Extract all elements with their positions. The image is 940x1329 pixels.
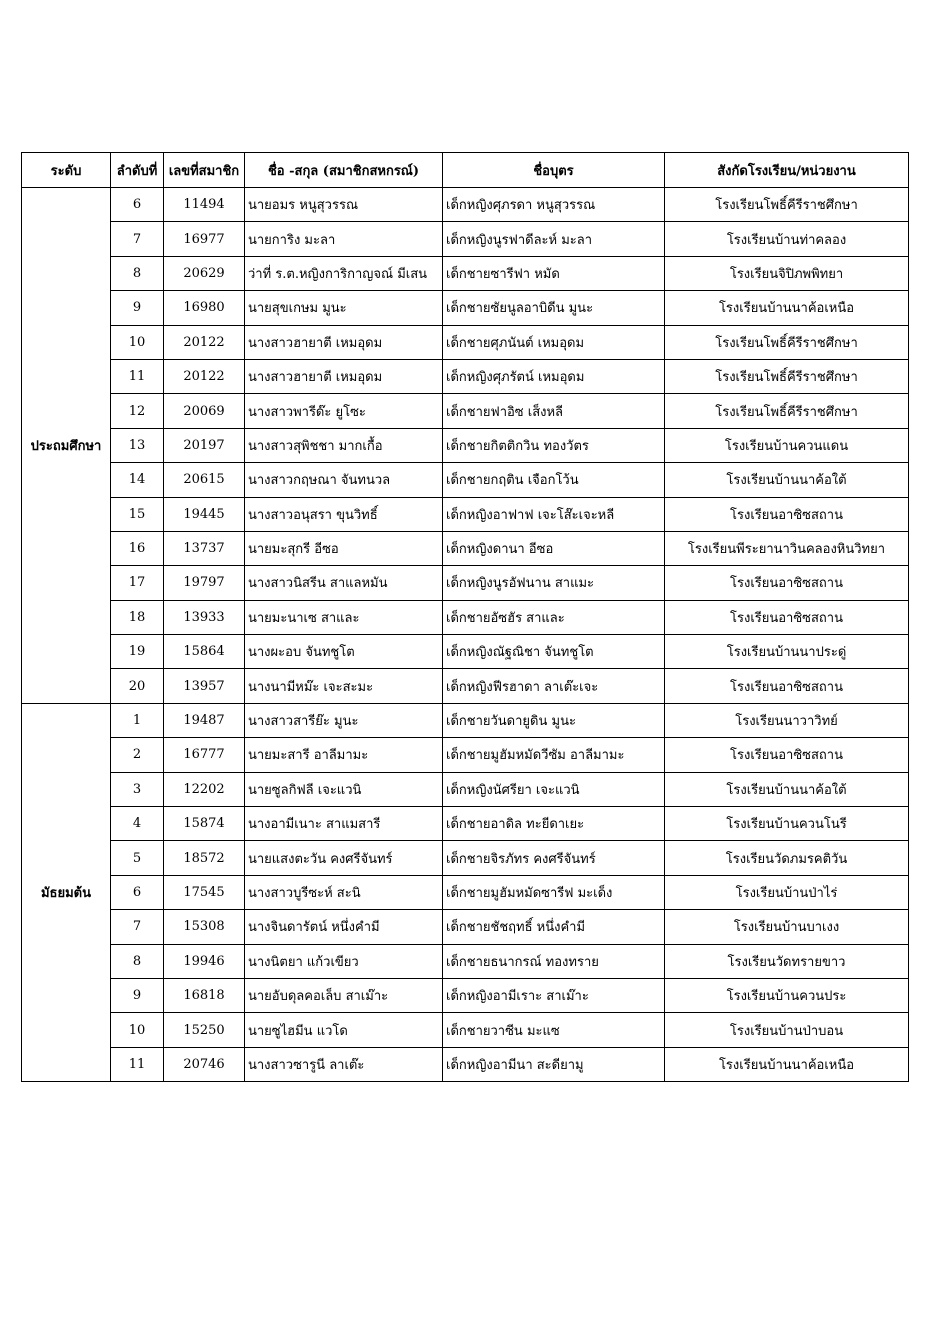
school-cell: โรงเรียนอาซิซสถาน <box>665 669 909 703</box>
member-name-cell: นางสาวพารีด๊ะ ยูโซะ <box>245 394 443 428</box>
table-row <box>22 325 909 359</box>
member-name-cell: นายสุขเกษม มูนะ <box>245 291 443 325</box>
table-row <box>22 669 909 703</box>
table-row <box>22 875 909 909</box>
table-row <box>22 807 909 841</box>
table-row <box>22 256 909 290</box>
table-row <box>22 428 909 462</box>
order-cell: 15 <box>111 497 164 531</box>
table-row <box>22 497 909 531</box>
table-row <box>22 738 909 772</box>
member-no-cell: 19946 <box>164 944 245 978</box>
order-cell: 2 <box>111 738 164 772</box>
school-cell: โรงเรียนโพธิ์คีรีราชศึกษา <box>665 325 909 359</box>
table-row <box>22 222 909 256</box>
member-no-cell: 17545 <box>164 875 245 909</box>
table-row <box>22 463 909 497</box>
child-name-cell: เด็กชายวาซีน มะแซ <box>443 1013 665 1047</box>
member-children-table <box>21 152 909 1082</box>
school-cell: โรงเรียนโพธิ์คีรีราชศึกษา <box>665 394 909 428</box>
school-cell: โรงเรียนบ้านบาเงง <box>665 910 909 944</box>
child-name-cell: เด็กชายซารีฟา หมัด <box>443 256 665 290</box>
school-cell: โรงเรียนพีระยานาวินคลองหินวิทยา <box>665 531 909 565</box>
child-name-cell: เด็กชายมูฮัมหมัดวีซัม อาลีมามะ <box>443 738 665 772</box>
order-cell: 6 <box>111 188 164 222</box>
member-name-cell: นางสาวนิสรีน สาแลหมัน <box>245 566 443 600</box>
member-no-cell: 19797 <box>164 566 245 600</box>
school-cell: โรงเรียนบ้านนาประดู่ <box>665 635 909 669</box>
member-no-cell: 13957 <box>164 669 245 703</box>
table-row <box>22 978 909 1012</box>
school-cell: โรงเรียนบ้านควนโนรี <box>665 807 909 841</box>
member-no-cell: 16980 <box>164 291 245 325</box>
child-name-cell: เด็กหญิงอามีเราะ สาเม๊าะ <box>443 978 665 1012</box>
member-no-cell: 20197 <box>164 428 245 462</box>
school-cell: โรงเรียนบ้านควนแดน <box>665 428 909 462</box>
header-school: สังกัดโรงเรียน/หน่วยงาน <box>665 153 909 188</box>
child-name-cell: เด็กชายกฤติน เจือกโว้น <box>443 463 665 497</box>
school-cell: โรงเรียนจิปิภพพิทยา <box>665 256 909 290</box>
table-body <box>22 188 909 1082</box>
child-name-cell: เด็กชายซัยนูลอาบิดีน มูนะ <box>443 291 665 325</box>
member-name-cell: นายซูลกิฟลี เจะแวนิ <box>245 772 443 806</box>
table-row <box>22 944 909 978</box>
school-cell: โรงเรียนบ้านป่าบอน <box>665 1013 909 1047</box>
table-row <box>22 600 909 634</box>
member-no-cell: 20615 <box>164 463 245 497</box>
level-cell: ประถมศึกษา <box>22 188 111 704</box>
member-name-cell: ว่าที่ ร.ต.หญิงการิกาญจณ์ มีเสน <box>245 256 443 290</box>
child-name-cell: เด็กชายฟาอิซ เส็งหลี <box>443 394 665 428</box>
order-cell: 1 <box>111 703 164 737</box>
member-name-cell: นางอามีเนาะ สาแมสารี <box>245 807 443 841</box>
order-cell: 11 <box>111 1047 164 1081</box>
member-name-cell: นางสาวกฤษณา จันทนวล <box>245 463 443 497</box>
school-cell: โรงเรียนโพธิ์คีรีราชศึกษา <box>665 188 909 222</box>
child-name-cell: เด็กชายจิรภัทร คงศรีจันทร์ <box>443 841 665 875</box>
member-name-cell: นายซูไฮมีน แวโด <box>245 1013 443 1047</box>
order-cell: 12 <box>111 394 164 428</box>
order-cell: 7 <box>111 910 164 944</box>
table-row <box>22 635 909 669</box>
order-cell: 7 <box>111 222 164 256</box>
order-cell: 4 <box>111 807 164 841</box>
table-row <box>22 703 909 737</box>
order-cell: 5 <box>111 841 164 875</box>
member-no-cell: 16977 <box>164 222 245 256</box>
member-name-cell: นางสาวสารีย๊ะ มูนะ <box>245 703 443 737</box>
school-cell: โรงเรียนบ้านนาค้อใต้ <box>665 772 909 806</box>
order-cell: 20 <box>111 669 164 703</box>
level-cell: มัธยมต้น <box>22 703 111 1081</box>
header-member-name: ชื่อ -สกุล (สมาชิกสหกรณ์) <box>245 153 443 188</box>
child-name-cell: เด็กหญิงนูรอัฟนาน สาแมะ <box>443 566 665 600</box>
child-name-cell: เด็กหญิงนัศรียา เจะแวนิ <box>443 772 665 806</box>
member-no-cell: 19445 <box>164 497 245 531</box>
member-no-cell: 15308 <box>164 910 245 944</box>
order-cell: 3 <box>111 772 164 806</box>
child-name-cell: เด็กหญิงอาฟาฟ เจะโส๊ะเจะหลี <box>443 497 665 531</box>
order-cell: 9 <box>111 978 164 1012</box>
member-name-cell: นายการิง มะลา <box>245 222 443 256</box>
school-cell: โรงเรียนอาซิซสถาน <box>665 566 909 600</box>
order-cell: 8 <box>111 944 164 978</box>
school-cell: โรงเรียนอาซิซสถาน <box>665 600 909 634</box>
header-order: ลำดับที่ <box>111 153 164 188</box>
member-name-cell: นางสาวฮายาตี เหมอุดม <box>245 359 443 393</box>
member-no-cell: 19487 <box>164 703 245 737</box>
member-no-cell: 15874 <box>164 807 245 841</box>
member-name-cell: นางสาวสุพิชชา มากเกื้อ <box>245 428 443 462</box>
order-cell: 13 <box>111 428 164 462</box>
order-cell: 11 <box>111 359 164 393</box>
member-name-cell: นางจินดารัตน์ หนึ่งคำมี <box>245 910 443 944</box>
member-name-cell: นางผะอบ จันทชูโต <box>245 635 443 669</box>
member-no-cell: 20629 <box>164 256 245 290</box>
member-name-cell: นางนิตยา แก้วเขียว <box>245 944 443 978</box>
school-cell: โรงเรียนบ้านท่าคลอง <box>665 222 909 256</box>
table-row <box>22 910 909 944</box>
school-cell: โรงเรียนบ้านควนประ <box>665 978 909 1012</box>
member-no-cell: 20069 <box>164 394 245 428</box>
child-name-cell: เด็กหญิงฟีรฮาดา ลาเต๊ะเจะ <box>443 669 665 703</box>
member-no-cell: 20746 <box>164 1047 245 1081</box>
member-no-cell: 13737 <box>164 531 245 565</box>
member-name-cell: นายมะสุกรี อีซอ <box>245 531 443 565</box>
member-no-cell: 18572 <box>164 841 245 875</box>
child-name-cell: เด็กชายมูฮัมหมัดซารีฟ มะเด็ง <box>443 875 665 909</box>
child-name-cell: เด็กหญิงณัฐณิชา จันทชูโต <box>443 635 665 669</box>
member-name-cell: นายมะนาเซ สาและ <box>245 600 443 634</box>
school-cell: โรงเรียนบ้านนาค้อเหนือ <box>665 1047 909 1081</box>
header-level: ระดับ <box>22 153 111 188</box>
order-cell: 17 <box>111 566 164 600</box>
table-row <box>22 772 909 806</box>
table-row <box>22 188 909 222</box>
member-name-cell: นายอับดุลคอเล็บ สาเม๊าะ <box>245 978 443 1012</box>
child-name-cell: เด็กหญิงดานา อีซอ <box>443 531 665 565</box>
table-row <box>22 359 909 393</box>
member-no-cell: 15864 <box>164 635 245 669</box>
member-name-cell: นายแสงตะวัน คงศรีจันทร์ <box>245 841 443 875</box>
order-cell: 16 <box>111 531 164 565</box>
order-cell: 19 <box>111 635 164 669</box>
child-name-cell: เด็กชายอาดิล ทะยีดาเยะ <box>443 807 665 841</box>
order-cell: 8 <box>111 256 164 290</box>
child-name-cell: เด็กชายวันดายูดิน มูนะ <box>443 703 665 737</box>
table-row <box>22 1047 909 1081</box>
school-cell: โรงเรียนบ้านนาค้อใต้ <box>665 463 909 497</box>
header-row <box>22 153 909 188</box>
school-cell: โรงเรียนวัดภมรคติวัน <box>665 841 909 875</box>
member-name-cell: นายอมร หนูสุวรรณ <box>245 188 443 222</box>
member-name-cell: นางสาวซารูนี ลาเต๊ะ <box>245 1047 443 1081</box>
header-child-name: ชื่อบุตร <box>443 153 665 188</box>
table-row <box>22 566 909 600</box>
child-name-cell: เด็กหญิงศุภรัตน์ เหมอุดม <box>443 359 665 393</box>
order-cell: 9 <box>111 291 164 325</box>
child-name-cell: เด็กหญิงนูรฟาดีละห์ มะลา <box>443 222 665 256</box>
child-name-cell: เด็กชายชัชฤทธิ์ หนึ่งคำมี <box>443 910 665 944</box>
child-name-cell: เด็กชายศุภนันต์ เหมอุดม <box>443 325 665 359</box>
member-name-cell: นางนามีหม๊ะ เจะสะมะ <box>245 669 443 703</box>
member-no-cell: 16777 <box>164 738 245 772</box>
order-cell: 18 <box>111 600 164 634</box>
member-no-cell: 12202 <box>164 772 245 806</box>
child-name-cell: เด็กหญิงอามีนา สะดียามู <box>443 1047 665 1081</box>
child-name-cell: เด็กชายธนากรณ์ ทองทราย <box>443 944 665 978</box>
school-cell: โรงเรียนอาซิซสถาน <box>665 738 909 772</box>
member-name-cell: นางสาวอนุสรา ขุนวิทธิ์ <box>245 497 443 531</box>
table-row <box>22 841 909 875</box>
member-name-cell: นางสาวบูรีซะห์ สะนิ <box>245 875 443 909</box>
child-name-cell: เด็กชายอัซฮัร สาและ <box>443 600 665 634</box>
order-cell: 10 <box>111 325 164 359</box>
child-name-cell: เด็กชายกิตติกวิน ทองวัตร <box>443 428 665 462</box>
table-row <box>22 394 909 428</box>
member-no-cell: 20122 <box>164 325 245 359</box>
order-cell: 6 <box>111 875 164 909</box>
school-cell: โรงเรียนนาวาวิทย์ <box>665 703 909 737</box>
school-cell: โรงเรียนบ้านป่าไร่ <box>665 875 909 909</box>
member-no-cell: 11494 <box>164 188 245 222</box>
member-no-cell: 16818 <box>164 978 245 1012</box>
order-cell: 10 <box>111 1013 164 1047</box>
member-no-cell: 15250 <box>164 1013 245 1047</box>
school-cell: โรงเรียนโพธิ์คีรีราชศึกษา <box>665 359 909 393</box>
school-cell: โรงเรียนอาซิซสถาน <box>665 497 909 531</box>
member-name-cell: นายมะสารี อาลีมามะ <box>245 738 443 772</box>
child-name-cell: เด็กหญิงศุภรดา หนูสุวรรณ <box>443 188 665 222</box>
table-row <box>22 1013 909 1047</box>
school-cell: โรงเรียนบ้านนาค้อเหนือ <box>665 291 909 325</box>
order-cell: 14 <box>111 463 164 497</box>
school-cell: โรงเรียนวัดทรายขาว <box>665 944 909 978</box>
member-no-cell: 13933 <box>164 600 245 634</box>
header-member-no: เลขที่สมาชิก <box>164 153 245 188</box>
table-row <box>22 291 909 325</box>
table-row <box>22 531 909 565</box>
member-name-cell: นางสาวฮายาตี เหมอุดม <box>245 325 443 359</box>
member-no-cell: 20122 <box>164 359 245 393</box>
